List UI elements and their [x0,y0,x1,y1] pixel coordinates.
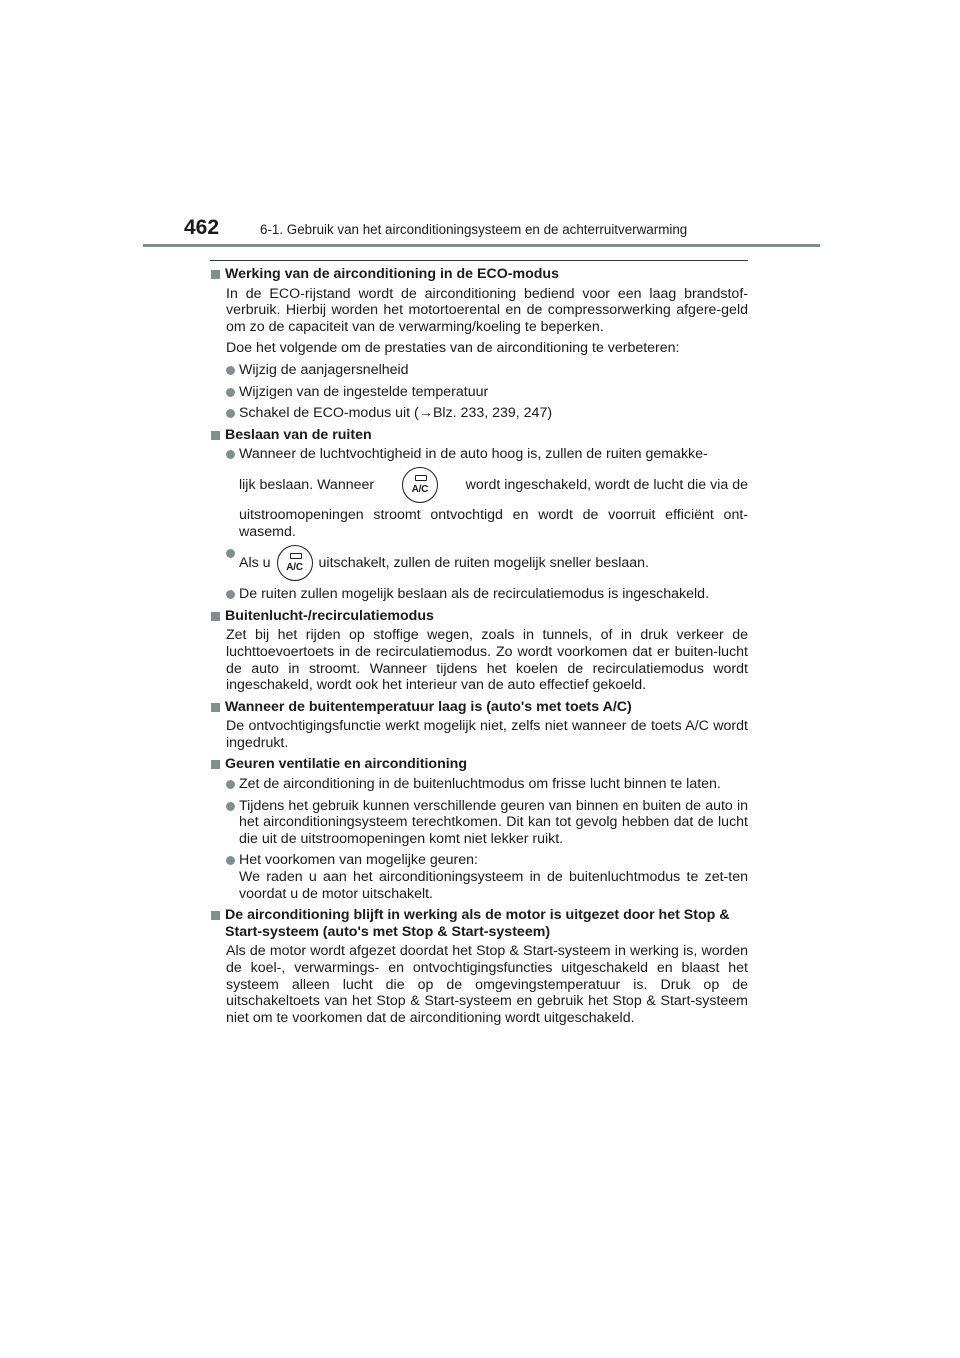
section-recirculation [210,608,748,694]
paragraph: Doe het volgende om de prestaties van de airconditioning te verbeteren: [226,340,680,357]
list-item-text: lijk beslaan. Wanneer [239,476,375,493]
list-item-line: Wanneer de luchtvochtigheid in de auto hoog is, zullen de ruiten gemakke- [239,446,708,463]
section-heading: Geuren ventilatie en airconditioning [210,756,748,773]
list-item-line: We raden u aan het airconditioningsysteem in de buitenluchtmodus te zet-ten voordat u de motor uitschakelt. [239,869,748,902]
list-item [210,545,748,581]
indicator-light-icon [415,475,427,481]
indicator-light-icon [290,553,302,559]
list-item-text: wordt ingeschakeld, wordt de lucht die via de [465,476,748,493]
list-item: Schakel de ECO-modus uit (→Blz. 233, 239, 247) [210,405,748,422]
list-item: Wijzig de aanjagersnelheid [210,362,748,379]
section-stop-start [210,907,748,1026]
paragraph: De ontvochtigingsfunctie werkt mogelijk niet, zelfs niet wanneer de toets A/C wordt ingedrukt. [226,718,748,751]
section-fogging [210,427,748,603]
chapter-title: 6-1. Gebruik van het airconditioningsysteem en de achterruitverwarming [260,222,688,237]
ac-button-icon [402,467,438,503]
header-divider [143,244,820,247]
paragraph: Als de motor wordt afgezet doordat het Stop & Start-systeem in werking is, worden de koel-, verwarmings- en ontvochtigingsfuncties uitgeschakeld en blaast het systeem alleen lucht die op de omgevingstemperatuur is. Druk op de uitschakeltoets van het Stop & Start-systeem en gebruik het Stop & Start-systeem niet om te voorkomen dat de airconditioning wordt uitgeschakeld. [226,943,748,1026]
content-divider [210,260,748,261]
list-item-line: Het voorkomen van mogelijke geuren: [239,852,478,869]
section-heading: Werking van de airconditioning in de ECO-modus [210,266,748,283]
section-heading: Wanneer de buitentemperatuur laag is (auto's met toets A/C) [210,699,748,716]
page-number: 462 [184,216,220,239]
section-eco-mode [210,266,748,422]
list-item: De ruiten zullen mogelijk beslaan als de recirculatiemodus is ingeschakeld. [210,586,748,603]
section-odors [210,756,748,902]
paragraph: Zet bij het rijden op stoffige wegen, zoals in tunnels, of in druk verkeer de luchttoevoertoets in de recirculatiemodus. Zo wordt voorkomen dat er buiten-lucht de auto in stroomt. Wanneer tijdens het koelen de recirculatiemodus wordt ingeschakeld, wordt ook het interieur van de auto effectief gekoeld. [226,627,748,694]
section-low-temperature [210,699,748,752]
paragraph: In de ECO-rijstand wordt de airconditioning bediend voor een laag brandstof-verbruik. Hierbij worden het motortoerental en de compressorwerking afgere-geld om zo de capaciteit van de verwarming/koeling te beperken. [226,285,748,335]
ac-button-label: A/C [286,562,303,574]
list-item [210,446,748,540]
ac-button-icon [277,545,313,581]
list-item: Zet de airconditioning in de buitenluchtmodus om frisse lucht binnen te laten. [210,776,748,793]
list-item: Wijzigen van de ingestelde temperatuur [210,384,748,401]
section-heading: De airconditioning blijft in werking als de motor is uitgezet door het Stop & Start-systeem (auto's met Stop & Start-systeem) [210,907,748,940]
section-heading: Beslaan van de ruiten [210,427,748,444]
ac-button-label: A/C [411,483,429,495]
list-item-line: uitstroomopeningen stroomt ontvochtigd en wordt de voorruit efficiënt ont-wasemd. [239,506,748,540]
list-item-text: Als u [239,554,271,571]
page-body [210,266,748,1031]
list-item-text: uitschakelt, zullen de ruiten mogelijk sneller beslaan. [318,554,649,571]
list-item: Tijdens het gebruik kunnen verschillende geuren van binnen en buiten de auto in het airconditioningsysteem terechtkomen. Dit kan tot gevolg hebben dat de lucht die uit de uitstroomopeningen komt niet lekker ruikt. [210,798,748,848]
list-item-line [239,463,748,507]
list-item [210,852,748,902]
section-heading: Buitenlucht-/recirculatiemodus [210,608,748,625]
